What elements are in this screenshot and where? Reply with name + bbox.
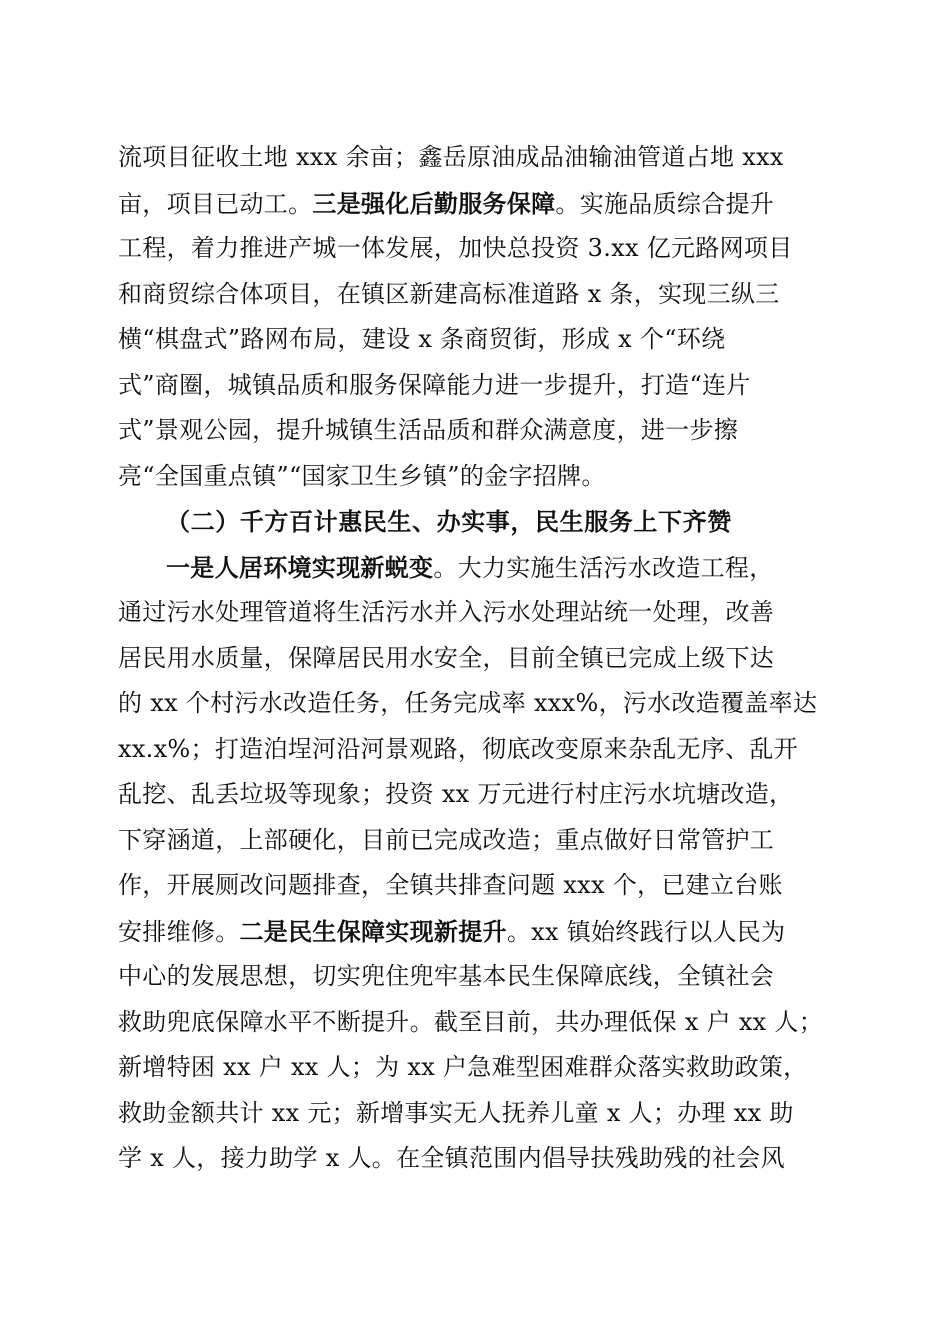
text-run: 新增特困 xx 户 xx 人；为 xx 户急难型困难群众落实救助政策，	[118, 1053, 808, 1081]
emphasis-phrase: 二是民生保障实现新提升	[239, 916, 507, 946]
text-run: 亩，项目已动工。	[118, 189, 313, 218]
text-run: 亮“全国重点镇”“国家卫生乡镇”的金字招牌。	[118, 461, 606, 490]
text-run: 。实施品质综合提升	[555, 189, 775, 218]
emphasis-phrase: 三是强化后勤服务保障	[312, 188, 556, 218]
text-line	[118, 226, 838, 272]
text-line	[118, 863, 838, 909]
text-line	[118, 1136, 838, 1182]
text-run: 救助兜底保障水平不断提升。截至目前，共办理低保 x 户 xx 人；	[118, 1007, 824, 1036]
text-run: 乱挖、乱丢垃圾等现象；投资 xx 万元进行村庄污水坑塘改造，	[118, 780, 794, 808]
text-run: 和商贸综合体项目，在镇区新建高标准道路 x 条，实现三纵三	[118, 279, 780, 308]
emphasis-phrase: 一是人居环境实现新蜕变	[166, 552, 434, 582]
text-run: xx.x%；打造泊埕河沿河景观路，彻底改变原来杂乱无序、乱开	[118, 734, 799, 763]
text-run: 下穿涵道，上部硬化，目前已完成改造；重点做好日常管护工	[118, 825, 775, 854]
text-line	[118, 272, 838, 318]
text-run: 横“棋盘式”路网布局，建设 x 条商贸街，形成 x 个“环绕	[118, 325, 726, 353]
text-line	[118, 545, 838, 591]
text-line	[118, 408, 838, 454]
text-line	[118, 681, 838, 727]
text-run: 学 x 人，接力助学 x 人。在全镇范围内倡导扶残助残的社会风	[118, 1144, 785, 1172]
text-line	[118, 135, 838, 181]
text-line	[118, 727, 838, 773]
text-line	[118, 772, 838, 818]
document-body	[118, 135, 838, 1182]
text-run: 流项目征收土地 xxx 余亩；鑫岳原油成品油输油管道占地 xxx	[118, 143, 784, 171]
text-run: 。大力实施生活污水改造工程，	[433, 553, 774, 582]
text-line	[118, 590, 838, 636]
text-run: 通过污水处理管道将生活污水并入污水处理站统一处理，改善	[118, 598, 775, 626]
text-run: 。xx 镇始终践行以人民为	[506, 917, 786, 946]
text-run: 安排维修。	[118, 917, 240, 946]
text-run: 作，开展厕改问题排查，全镇共排查问题 xxx 个，已建立台账	[118, 871, 783, 899]
text-line	[118, 1091, 838, 1137]
text-line	[118, 1045, 838, 1091]
text-line	[118, 636, 838, 682]
text-run: （二）千方百计惠民生、办实事，民生服务上下齐赞	[166, 507, 732, 536]
text-line	[118, 818, 838, 864]
text-line	[118, 181, 838, 227]
text-run: 居民用水质量，保障居民用水安全，目前全镇已完成上级下达	[118, 643, 775, 672]
text-line	[118, 363, 838, 409]
text-line	[118, 317, 838, 363]
text-run: 的 xx 个村污水改造任务，任务完成率 xxx%，污水改造覆盖率达	[118, 689, 818, 717]
text-run: 中心的发展思想，切实兜住兜牢基本民生保障底线，全镇社会	[118, 962, 775, 990]
text-line	[118, 454, 838, 500]
text-run: 救助金额共计 xx 元；新增事实无人抚养儿童 x 人；办理 xx 助	[118, 1098, 794, 1127]
text-run: 式”商圈，城镇品质和服务保障能力进一步提升，打造“连片	[118, 370, 751, 399]
text-line	[118, 954, 838, 1000]
text-run: 工程，着力推进产城一体发展，加快总投资 3.xx 亿元路网项目	[118, 234, 793, 262]
section-heading	[118, 499, 838, 545]
text-run: 式”景观公园，提升城镇生活品质和群众满意度，进一步擦	[118, 416, 739, 444]
text-line	[118, 1000, 838, 1046]
text-line	[118, 909, 838, 955]
